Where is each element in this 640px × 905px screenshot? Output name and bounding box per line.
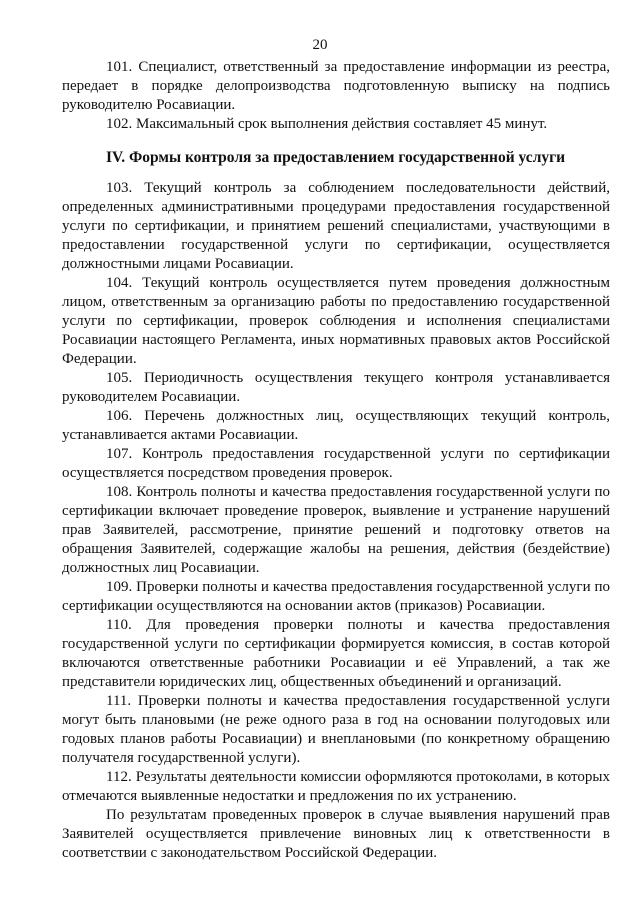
paragraph-101: 101. Специалист, ответственный за предоставление информации из реестра, передает в порядке делопроизводства подготовленную выписку на подпись руководителю Росавиации. [62, 59, 610, 113]
paragraph-110: 110. Для проведения проверки полноты и качества предоставления государственной услуги по сертификации формируется комиссия, в состав которой включаются ответственные работники Росавиации и её Управлений, а так же представители юридических лиц, общественных объединений и организаций. [62, 617, 610, 690]
page-number: 20 [312, 37, 328, 53]
section-heading: IV. Формы контроля за предоставлением государственной услуги [106, 149, 566, 166]
paragraph-105: 105. Периодичность осуществления текущего контроля устанавливается руководителем Росавиации. [62, 370, 610, 405]
paragraph-107: 107. Контроль предоставления государственной услуги по сертификации осуществляется посредством проведения проверок. [62, 446, 610, 481]
paragraph-103: 103. Текущий контроль за соблюдением последовательности действий, определенных административными процедурами предоставления государственной услуги по сертификации, и принятием решений специалистами, участвующими в предоставлении государственной услуги по сертификации, осуществляется должностными лицами Росавиации. [62, 180, 610, 272]
paragraph-108: 108. Контроль полноты и качества предоставления государственной услуги по сертификации включает проведение проверок, выявление и устранение нарушений прав Заявителей, рассмотрение, принятие решений и подготовку ответов на обращения Заявителей, содержащие жалобы на решения, действия (бездействие) должностных лиц Росавиации. [62, 484, 610, 576]
paragraph-106: 106. Перечень должностных лиц, осуществляющих текущий контроль, устанавливается актами Росавиации. [62, 408, 610, 443]
paragraph-111: 111. Проверки полноты и качества предоставления государственной услуги могут быть плановыми (не реже одного раза в год на основании полугодовых или годовых планов работы Росавиации) и внеплановыми (по конкретному обращению получателя государственной услуги). [62, 693, 610, 766]
page-content [62, 58, 610, 863]
paragraph-104: 104. Текущий контроль осуществляется путем проведения должностным лицом, ответственным за организацию работы по предоставлению государственной услуги по сертификации, проверок соблюдения и исполнения специалистами Росавиации настоящего Регламента, иных нормативных правовых актов Российской Федерации. [62, 275, 610, 367]
paragraph-closing: По результатам проведенных проверок в случае выявления нарушений прав Заявителей осуществляется привлечение виновных лиц к ответственности в соответствии с законодательством Российской Федерации. [62, 807, 610, 861]
paragraph-112: 112. Результаты деятельности комиссии оформляются протоколами, в которых отмечаются выявленные недостатки и предложения по их устранению. [62, 769, 610, 804]
paragraph-102: 102. Максимальный срок выполнения действия составляет 45 минут. [106, 116, 548, 132]
paragraph-109: 109. Проверки полноты и качества предоставления государственной услуги по сертификации осуществляются на основании актов (приказов) Росавиации. [62, 579, 610, 614]
